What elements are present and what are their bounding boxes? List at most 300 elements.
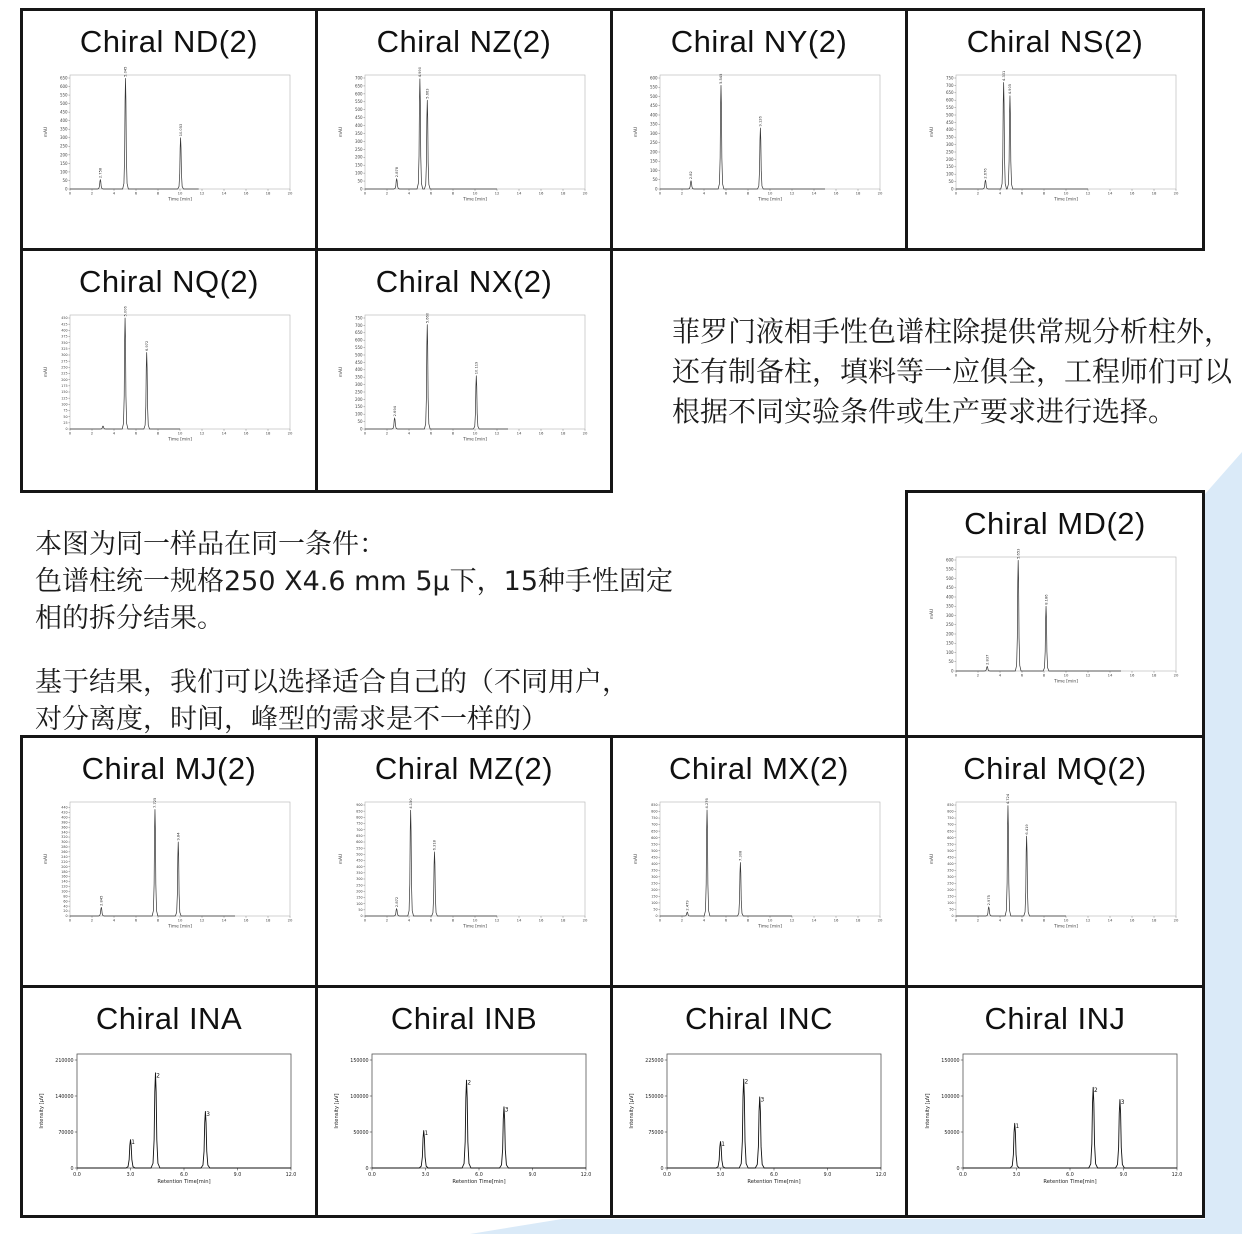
svg-text:6.419: 6.419 [1024, 824, 1029, 835]
svg-text:6: 6 [1020, 672, 1024, 678]
svg-text:225000: 225000 [645, 1058, 664, 1064]
svg-text:20: 20 [1173, 672, 1179, 678]
svg-text:0: 0 [68, 190, 72, 196]
svg-text:250: 250 [59, 143, 68, 149]
panel-chiral-mx2 [610, 735, 908, 988]
svg-text:12: 12 [1085, 672, 1091, 678]
svg-text:40: 40 [63, 904, 68, 909]
svg-text:0: 0 [954, 190, 958, 196]
chromatogram-ina [23, 1040, 315, 1198]
svg-text:6.0: 6.0 [475, 1173, 483, 1178]
svg-text:0: 0 [365, 1166, 369, 1172]
svg-text:2.479: 2.479 [685, 900, 690, 911]
svg-text:16: 16 [1129, 917, 1135, 923]
svg-text:3: 3 [1120, 1100, 1125, 1107]
svg-text:250: 250 [354, 389, 363, 395]
svg-text:20: 20 [877, 190, 883, 196]
svg-text:18: 18 [265, 917, 271, 923]
svg-text:14: 14 [1107, 917, 1113, 923]
svg-text:400: 400 [651, 861, 658, 866]
svg-text:0: 0 [68, 917, 72, 923]
svg-text:250: 250 [945, 622, 954, 628]
svg-text:2: 2 [1093, 1087, 1098, 1094]
svg-text:10: 10 [177, 190, 183, 196]
svg-text:10: 10 [177, 917, 183, 923]
svg-text:500: 500 [354, 352, 363, 358]
svg-text:14: 14 [1107, 190, 1113, 196]
panel-title-nx2: Chiral NX(2) [375, 264, 553, 299]
svg-text:450: 450 [61, 316, 68, 321]
svg-text:9.126: 9.126 [758, 116, 763, 127]
svg-text:20: 20 [287, 917, 293, 923]
chromatogram-mz2 [318, 790, 610, 942]
svg-text:6.0: 6.0 [770, 1173, 778, 1178]
svg-text:50: 50 [357, 178, 363, 184]
note-left-line: 基于结果，我们可以选择适合自己的（不同用户， [35, 667, 629, 698]
svg-text:Time [min]: Time [min] [168, 197, 192, 203]
svg-text:425: 425 [61, 322, 68, 327]
svg-text:9.0: 9.0 [233, 1173, 242, 1178]
svg-text:4.905: 4.905 [1008, 83, 1013, 95]
svg-text:800: 800 [651, 809, 658, 814]
svg-text:mAU: mAU [339, 366, 344, 378]
svg-text:12: 12 [199, 430, 205, 436]
panel-chiral-inc [610, 985, 908, 1218]
svg-text:450: 450 [945, 585, 954, 591]
svg-text:10: 10 [767, 917, 773, 923]
svg-text:4: 4 [702, 190, 706, 196]
svg-text:8: 8 [451, 917, 455, 923]
svg-text:10: 10 [177, 430, 183, 436]
svg-text:14: 14 [811, 190, 817, 196]
panel-title-ns2: Chiral NS(2) [966, 24, 1144, 59]
svg-text:0: 0 [360, 426, 363, 432]
svg-text:70000: 70000 [58, 1130, 74, 1136]
svg-text:12: 12 [789, 190, 795, 196]
svg-text:mAU: mAU [339, 853, 344, 865]
svg-text:0.0: 0.0 [368, 1173, 376, 1178]
chromatogram-mx2 [613, 790, 905, 942]
svg-text:12.0: 12.0 [1171, 1173, 1183, 1178]
svg-text:1: 1 [721, 1142, 726, 1149]
svg-text:400: 400 [61, 815, 68, 820]
svg-text:100: 100 [651, 901, 658, 906]
chromatogram-nx2 [318, 303, 610, 455]
svg-text:100: 100 [947, 901, 954, 906]
svg-text:850: 850 [356, 809, 363, 814]
svg-text:600: 600 [356, 840, 363, 845]
svg-text:20: 20 [582, 430, 588, 436]
svg-text:mAU: mAU [930, 126, 935, 138]
svg-text:280: 280 [61, 845, 68, 850]
svg-text:150000: 150000 [941, 1058, 960, 1064]
svg-text:Time [min]: Time [min] [1054, 924, 1078, 930]
chromatogram-nd2 [23, 63, 315, 215]
svg-text:4.150: 4.150 [408, 798, 413, 809]
svg-text:2: 2 [680, 190, 684, 196]
svg-text:75000: 75000 [648, 1130, 664, 1136]
svg-text:500: 500 [356, 852, 363, 857]
svg-text:3: 3 [206, 1111, 210, 1118]
svg-text:6: 6 [134, 190, 138, 196]
svg-text:140: 140 [61, 879, 68, 884]
svg-text:0: 0 [956, 1166, 960, 1172]
chromatogram-inj [908, 1040, 1202, 1198]
svg-text:Time [min]: Time [min] [168, 437, 192, 443]
note-right-line: 还有制备柱，填料等一应俱全，工程师们可以 [672, 355, 1233, 388]
svg-text:600: 600 [649, 75, 658, 81]
svg-text:8: 8 [1042, 917, 1046, 923]
svg-text:16: 16 [833, 190, 839, 196]
svg-text:100: 100 [354, 170, 363, 176]
svg-text:450: 450 [354, 359, 363, 365]
svg-text:200: 200 [947, 888, 954, 893]
svg-text:7.308: 7.308 [738, 850, 743, 861]
svg-text:200: 200 [61, 377, 68, 382]
svg-text:100: 100 [945, 649, 954, 655]
svg-text:50000: 50000 [353, 1130, 369, 1136]
svg-text:2.845: 2.845 [99, 895, 104, 906]
svg-text:0: 0 [70, 1166, 74, 1172]
svg-text:4.276: 4.276 [705, 798, 710, 809]
svg-text:0: 0 [360, 914, 363, 919]
svg-text:550: 550 [59, 92, 68, 98]
svg-text:300: 300 [945, 142, 954, 147]
svg-text:150: 150 [651, 894, 658, 899]
svg-text:4: 4 [998, 672, 1002, 678]
svg-text:550: 550 [354, 99, 363, 105]
svg-text:Time [min]: Time [min] [1054, 197, 1078, 203]
svg-text:3.0: 3.0 [126, 1173, 135, 1178]
svg-text:2: 2 [744, 1079, 749, 1086]
svg-text:250: 250 [649, 140, 658, 146]
svg-text:16: 16 [243, 917, 249, 923]
svg-text:450: 450 [356, 858, 363, 863]
svg-text:2: 2 [385, 430, 389, 436]
note-right-line: 根据不同实验条件或生产要求进行选择。 [672, 395, 1177, 428]
svg-text:700: 700 [354, 75, 363, 81]
svg-text:200: 200 [61, 864, 68, 869]
svg-text:750: 750 [354, 315, 363, 321]
svg-text:200: 200 [649, 149, 658, 155]
svg-text:350: 350 [945, 134, 954, 140]
svg-text:6: 6 [429, 190, 433, 196]
svg-text:5.545: 5.545 [719, 73, 724, 84]
svg-text:3.0: 3.0 [1012, 1173, 1021, 1178]
svg-text:0: 0 [655, 186, 658, 192]
svg-text:250: 250 [354, 146, 363, 152]
panel-title-mq2: Chiral MQ(2) [963, 751, 1147, 786]
svg-text:6.972: 6.972 [144, 340, 149, 352]
svg-text:550: 550 [649, 84, 658, 90]
note-left-line: 本图为同一样品在同一条件： [35, 529, 386, 560]
svg-text:250: 250 [651, 881, 658, 886]
svg-text:50: 50 [358, 907, 363, 912]
svg-text:8: 8 [156, 430, 160, 436]
svg-text:4.724: 4.724 [1006, 793, 1011, 805]
svg-text:16: 16 [1129, 672, 1135, 678]
svg-text:5.006: 5.006 [123, 306, 128, 317]
svg-text:400: 400 [354, 122, 363, 128]
svg-text:0: 0 [68, 430, 72, 436]
svg-text:mAU: mAU [634, 126, 639, 138]
panel-chiral-nz2 [315, 8, 613, 251]
svg-text:4: 4 [998, 917, 1002, 923]
svg-text:2: 2 [90, 917, 94, 923]
svg-text:18: 18 [855, 917, 861, 923]
svg-text:6: 6 [1020, 190, 1024, 196]
svg-text:6: 6 [429, 917, 433, 923]
panel-chiral-nq2 [20, 248, 318, 493]
svg-text:550: 550 [356, 846, 363, 851]
svg-text:100000: 100000 [350, 1094, 369, 1100]
svg-text:Time [min]: Time [min] [463, 924, 487, 930]
svg-text:100: 100 [354, 411, 363, 417]
svg-text:350: 350 [354, 374, 363, 380]
svg-text:420: 420 [61, 810, 68, 815]
svg-text:200: 200 [945, 156, 954, 162]
svg-text:8: 8 [451, 190, 455, 196]
svg-text:0: 0 [655, 914, 658, 919]
svg-text:350: 350 [59, 126, 68, 132]
panel-chiral-ns2 [905, 8, 1205, 251]
svg-text:0.0: 0.0 [959, 1173, 967, 1178]
svg-text:14: 14 [516, 190, 522, 196]
svg-text:200: 200 [59, 152, 68, 158]
svg-text:4: 4 [702, 917, 706, 923]
svg-text:350: 350 [947, 868, 954, 873]
svg-text:20: 20 [582, 190, 588, 196]
svg-text:375: 375 [61, 334, 68, 339]
svg-text:4: 4 [998, 190, 1002, 196]
svg-text:14: 14 [516, 917, 522, 923]
svg-text:300: 300 [354, 382, 363, 387]
svg-text:5.660: 5.660 [425, 312, 430, 324]
svg-text:250: 250 [356, 883, 363, 888]
svg-text:6: 6 [724, 917, 728, 923]
svg-text:200: 200 [356, 889, 363, 894]
svg-text:18: 18 [1151, 190, 1157, 196]
svg-text:3.0: 3.0 [716, 1173, 725, 1178]
chromatogram-ny2 [613, 63, 905, 215]
svg-text:16: 16 [538, 917, 544, 923]
svg-text:mAU: mAU [930, 853, 935, 865]
svg-text:5.653: 5.653 [1016, 548, 1021, 559]
svg-text:14: 14 [811, 917, 817, 923]
svg-text:350: 350 [356, 870, 363, 875]
svg-text:75: 75 [63, 408, 68, 413]
svg-text:18: 18 [1151, 672, 1157, 678]
panel-title-ina: Chiral INA [95, 1001, 243, 1036]
svg-text:mAU: mAU [339, 126, 344, 138]
svg-text:650: 650 [354, 330, 363, 336]
svg-text:Intensity [μV]: Intensity [μV] [925, 1093, 931, 1129]
svg-text:450: 450 [649, 103, 658, 109]
svg-text:50: 50 [948, 179, 954, 184]
svg-text:225: 225 [61, 371, 68, 376]
svg-text:380: 380 [61, 820, 68, 825]
svg-text:2.872: 2.872 [394, 896, 399, 908]
svg-text:250: 250 [61, 365, 68, 370]
svg-text:500: 500 [649, 93, 658, 99]
svg-text:3: 3 [760, 1097, 765, 1104]
svg-text:50: 50 [652, 177, 658, 183]
svg-text:12: 12 [199, 917, 205, 923]
svg-text:20: 20 [877, 917, 883, 923]
svg-text:900: 900 [356, 803, 363, 808]
svg-text:2: 2 [680, 917, 684, 923]
svg-text:180: 180 [61, 869, 68, 874]
svg-text:12: 12 [789, 917, 795, 923]
svg-text:150: 150 [649, 158, 658, 164]
svg-text:200: 200 [354, 396, 363, 402]
svg-text:2: 2 [90, 430, 94, 436]
svg-text:150: 150 [61, 390, 68, 395]
svg-text:mAU: mAU [44, 366, 49, 378]
svg-text:18: 18 [1151, 917, 1157, 923]
note-right-paragraph [672, 312, 1232, 432]
panel-chiral-md2 [905, 490, 1205, 738]
svg-text:600: 600 [651, 835, 658, 840]
svg-text:220: 220 [61, 859, 68, 864]
svg-text:12: 12 [494, 190, 500, 196]
svg-text:8: 8 [1042, 190, 1046, 196]
svg-text:Retention Time[min]: Retention Time[min] [747, 1179, 801, 1185]
svg-text:50: 50 [63, 414, 68, 419]
svg-text:20: 20 [63, 909, 68, 914]
panel-title-inc: Chiral INC [685, 1001, 833, 1036]
svg-text:12.0: 12.0 [285, 1173, 297, 1178]
svg-text:Retention Time[min]: Retention Time[min] [157, 1179, 211, 1185]
svg-text:2: 2 [156, 1073, 160, 1080]
svg-text:80: 80 [63, 894, 68, 899]
svg-text:12.0: 12.0 [875, 1173, 887, 1178]
svg-text:50: 50 [653, 907, 658, 912]
svg-text:2.975: 2.975 [986, 895, 991, 906]
note-left-line: 色谱柱统一规格250 X4.6 mm 5μ下，15种手性固定 [35, 566, 674, 597]
panel-title-inj: Chiral INJ [984, 1001, 1126, 1036]
svg-text:700: 700 [651, 822, 658, 827]
svg-text:0: 0 [954, 917, 958, 923]
svg-text:550: 550 [651, 842, 658, 847]
svg-text:400: 400 [945, 594, 954, 600]
svg-text:0.0: 0.0 [73, 1173, 81, 1178]
svg-text:100: 100 [61, 402, 68, 407]
svg-text:Time [min]: Time [min] [463, 197, 487, 203]
svg-text:9.0: 9.0 [1119, 1173, 1128, 1178]
svg-text:150: 150 [945, 164, 954, 170]
svg-text:10: 10 [767, 190, 773, 196]
panel-chiral-inj [905, 985, 1205, 1218]
svg-text:4: 4 [407, 917, 411, 923]
svg-text:150: 150 [356, 895, 363, 900]
svg-text:400: 400 [649, 112, 658, 118]
svg-text:450: 450 [651, 855, 658, 860]
svg-text:200: 200 [354, 154, 363, 160]
svg-text:700: 700 [354, 322, 363, 328]
svg-text:10: 10 [1063, 917, 1069, 923]
decor-blue-bottom-strip [470, 1219, 1242, 1234]
svg-text:350: 350 [649, 121, 658, 127]
svg-text:6.0: 6.0 [180, 1173, 188, 1178]
svg-text:4: 4 [407, 430, 411, 436]
svg-text:8: 8 [746, 917, 750, 923]
svg-text:700: 700 [945, 82, 954, 88]
svg-text:650: 650 [59, 75, 68, 81]
svg-text:4.990: 4.990 [418, 66, 423, 78]
svg-text:150000: 150000 [645, 1094, 664, 1100]
svg-text:600: 600 [354, 91, 363, 97]
svg-text:240: 240 [61, 854, 68, 859]
svg-text:9.0: 9.0 [823, 1173, 832, 1178]
svg-text:650: 650 [651, 829, 658, 834]
svg-text:6: 6 [1020, 917, 1024, 923]
svg-text:14: 14 [516, 430, 522, 436]
svg-text:14: 14 [1107, 672, 1113, 678]
svg-text:0: 0 [65, 186, 68, 192]
svg-text:2: 2 [976, 917, 980, 923]
chromatogram-mj2 [23, 790, 315, 942]
svg-text:50: 50 [949, 907, 954, 912]
svg-text:700: 700 [947, 822, 954, 827]
svg-text:10: 10 [1063, 672, 1069, 678]
svg-text:4: 4 [112, 917, 116, 923]
chromatogram-md2 [908, 545, 1202, 697]
svg-text:150: 150 [945, 640, 954, 646]
svg-text:10: 10 [472, 190, 478, 196]
svg-text:Time [min]: Time [min] [168, 924, 192, 930]
svg-text:20: 20 [287, 190, 293, 196]
svg-text:125: 125 [61, 396, 68, 401]
svg-text:400: 400 [59, 118, 68, 124]
svg-text:50: 50 [62, 177, 68, 183]
svg-text:400: 400 [945, 127, 954, 133]
svg-text:0: 0 [660, 1166, 664, 1172]
svg-text:20: 20 [582, 917, 588, 923]
svg-text:Intensity [μV]: Intensity [μV] [334, 1093, 340, 1129]
chromatogram-inc [613, 1040, 905, 1198]
svg-text:600: 600 [945, 97, 954, 103]
svg-text:400: 400 [354, 367, 363, 373]
svg-text:4: 4 [407, 190, 411, 196]
chromatogram-nz2 [318, 63, 610, 215]
svg-text:100000: 100000 [941, 1094, 960, 1100]
panel-title-nd2: Chiral ND(2) [79, 24, 259, 59]
svg-text:14: 14 [221, 430, 227, 436]
svg-text:50: 50 [948, 659, 954, 665]
svg-text:12: 12 [1085, 917, 1091, 923]
panel-chiral-nx2 [315, 248, 613, 493]
svg-text:750: 750 [356, 821, 363, 826]
svg-text:2.694: 2.694 [392, 406, 397, 417]
panel-chiral-mq2 [905, 735, 1205, 988]
svg-text:2.676: 2.676 [983, 168, 988, 179]
svg-text:18: 18 [855, 190, 861, 196]
svg-text:12: 12 [199, 190, 205, 196]
svg-text:4.331: 4.331 [1001, 70, 1006, 81]
svg-text:150: 150 [354, 404, 363, 410]
svg-text:500: 500 [651, 848, 658, 853]
svg-text:650: 650 [945, 90, 954, 96]
svg-text:12: 12 [494, 430, 500, 436]
svg-text:210000: 210000 [55, 1058, 74, 1064]
svg-text:700: 700 [356, 827, 363, 832]
svg-text:850: 850 [947, 803, 954, 808]
panel-chiral-ny2 [610, 8, 908, 251]
svg-text:60: 60 [63, 899, 68, 904]
svg-text:12: 12 [494, 917, 500, 923]
svg-text:2.758: 2.758 [98, 167, 103, 179]
